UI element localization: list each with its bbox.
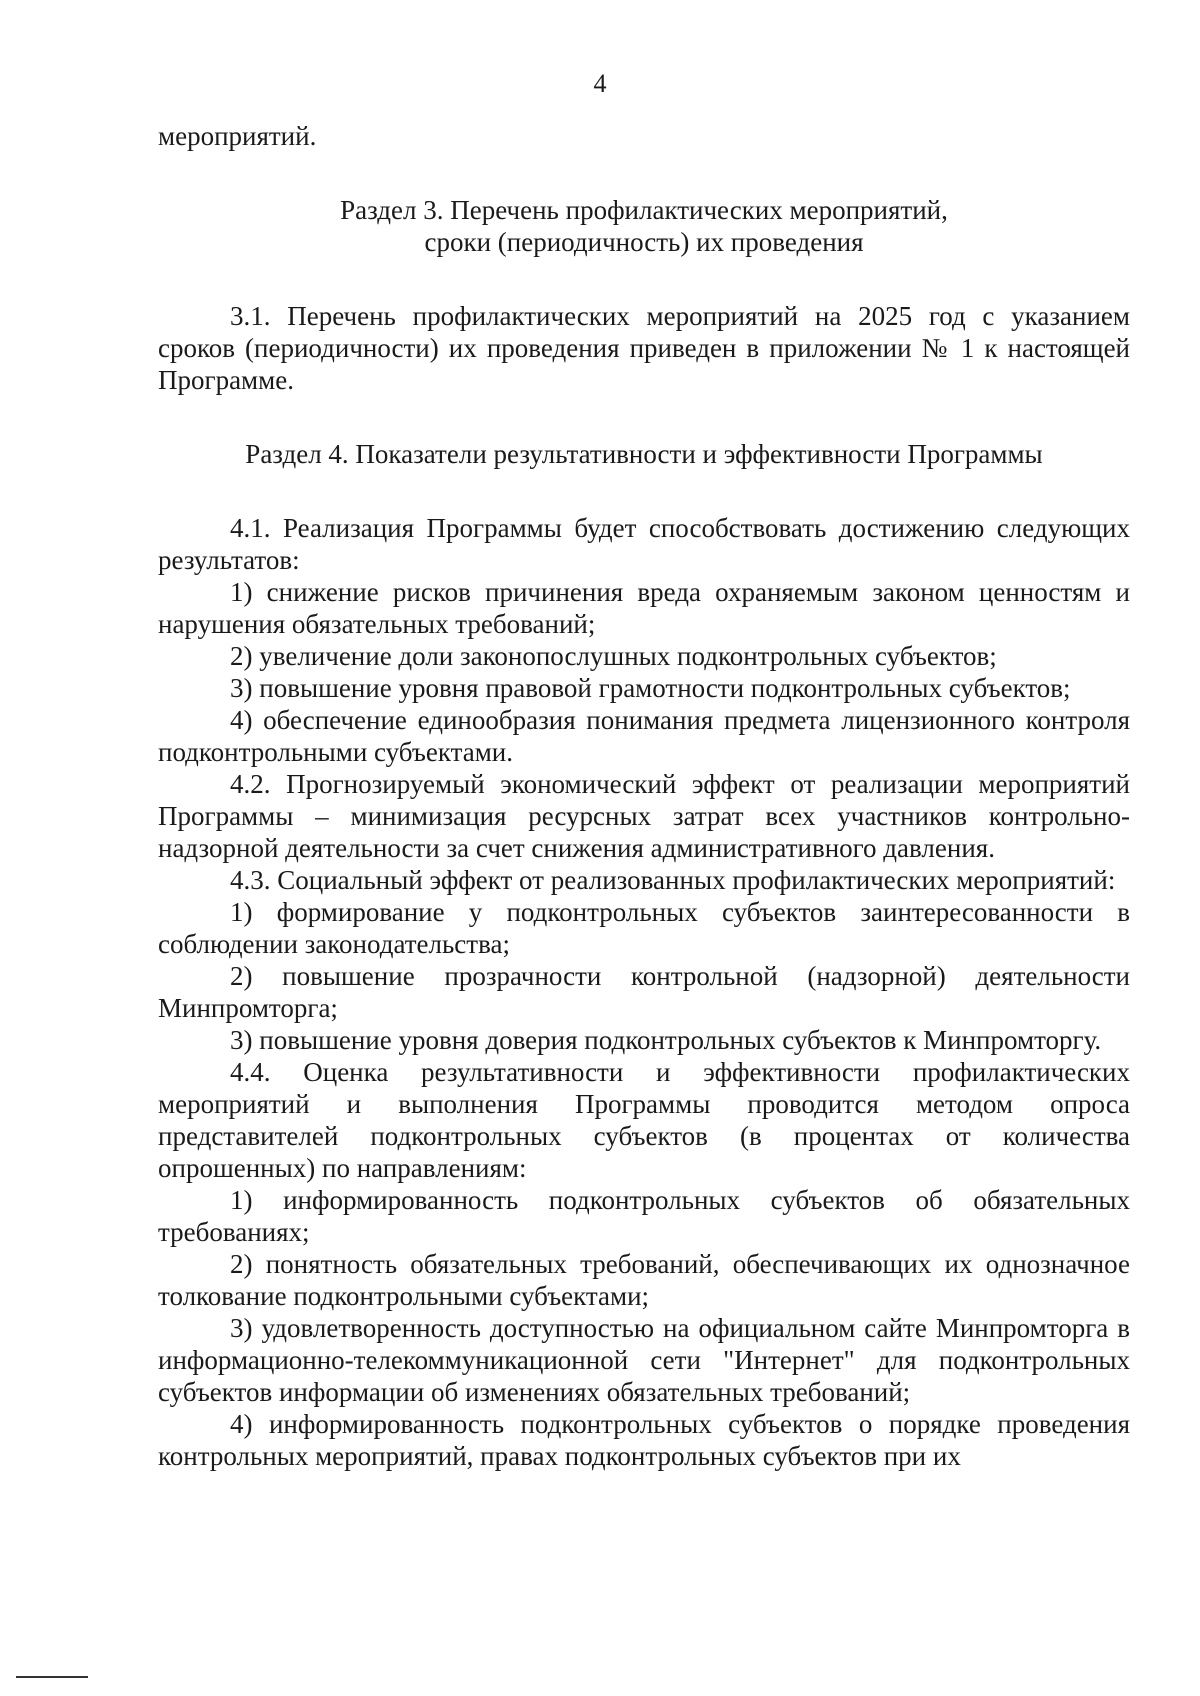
- list-item-4-3-2: 2) повышение прозрачности контрольной (надзорной) деятельности Минпромторга;: [158, 961, 1130, 1023]
- intro-tail: мероприятий.: [158, 121, 317, 151]
- section-4-heading: Раздел 4. Показатели результативности и эффективности Программы: [245, 439, 1043, 469]
- paragraph-4-2: 4.2. Прогнозируемый экономический эффект от реализации мероприятий Программы – минимизация ресурсных затрат всех участников контрольно-надзорной деятельности за счет снижения административного давления.: [158, 769, 1130, 863]
- section-3-heading-line-1: Раздел 3. Перечень профилактических мероприятий,: [340, 195, 948, 225]
- paragraph-3-1: 3.1. Перечень профилактических мероприятий на 2025 год с указанием сроков (периодичности) их проведения приведен в приложении № 1 к настоящей Программе.: [158, 301, 1130, 395]
- list-item-4-3-1: 1) формирование у подконтрольных субъектов заинтересованности в соблюдении законодательства;: [158, 897, 1130, 959]
- list-item-4-3-3: 3) повышение уровня доверия подконтрольных субъектов к Минпромторгу.: [230, 1025, 1102, 1055]
- list-item-4-4-1: 1) информированность подконтрольных субъектов об обязательных требованиях;: [158, 1185, 1130, 1247]
- list-item-4-1-1: 1) снижение рисков причинения вреда охраняемым законом ценностям и нарушения обязательных требований;: [158, 577, 1130, 639]
- list-item-4-4-4: 4) информированность подконтрольных субъектов о порядке проведения контрольных мероприятий, правах подконтрольных субъектов при их: [158, 1409, 1130, 1471]
- page-number: 4: [593, 69, 607, 98]
- list-item-4-1-2: 2) увеличение доли законопослушных подконтрольных субъектов;: [230, 641, 997, 671]
- paragraph-4-4: 4.4. Оценка результативности и эффективности профилактических мероприятий и выполнения Программы проводится методом опроса представителей подконтрольных субъектов (в процентах от количества опрошенных) по направлениям:: [158, 1057, 1130, 1183]
- list-item-4-4-3: 3) удовлетворенность доступностью на официальном сайте Минпромторга в информационно-телекоммуникационной сети "Интернет" для подконтрольных субъектов информации об изменениях обязательных требований;: [158, 1313, 1130, 1407]
- footnote-rule: [16, 1676, 88, 1678]
- paragraph-4-1: 4.1. Реализация Программы будет способствовать достижению следующих результатов:: [158, 513, 1130, 575]
- list-item-4-1-3: 3) повышение уровня правовой грамотности подконтрольных субъектов;: [230, 673, 1071, 703]
- list-item-4-4-2: 2) понятность обязательных требований, обеспечивающих их однозначное толкование подконтрольными субъектами;: [158, 1249, 1130, 1311]
- paragraph-4-3: 4.3. Социальный эффект от реализованных профилактических мероприятий:: [230, 865, 1116, 895]
- section-3-heading-line-2: сроки (периодичность) их проведения: [424, 227, 864, 257]
- document-body: [158, 120, 1130, 1472]
- list-item-4-1-4: 4) обеспечение единообразия понимания предмета лицензионного контроля подконтрольными субъектами.: [158, 705, 1130, 767]
